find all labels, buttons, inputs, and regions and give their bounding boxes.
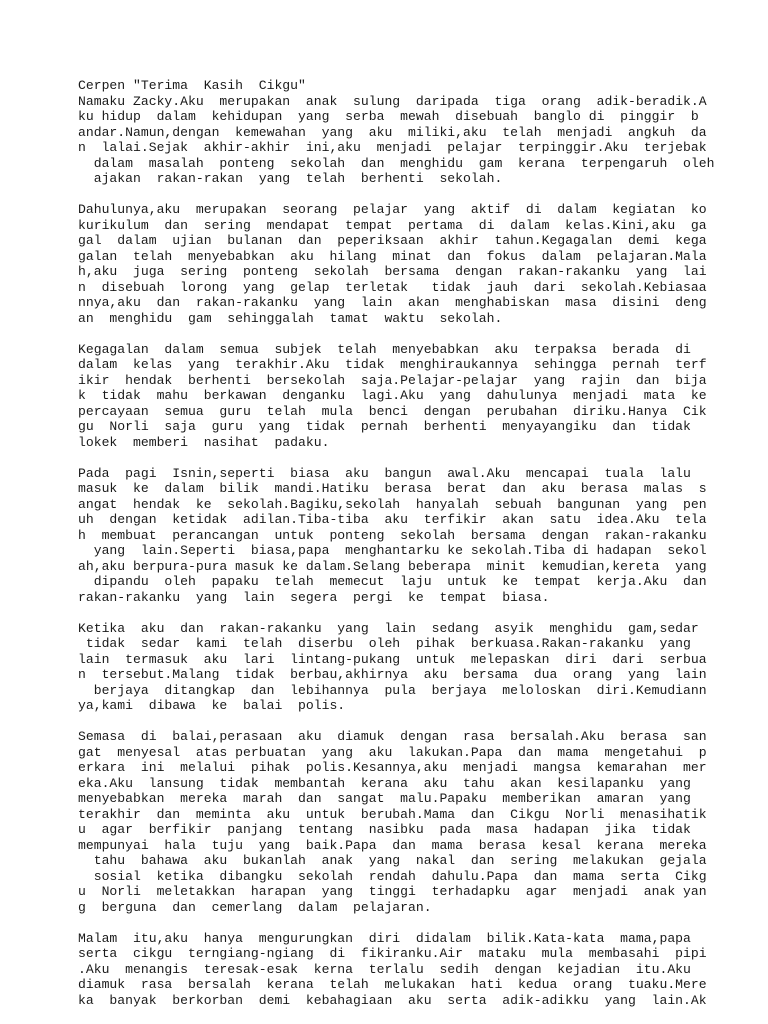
text-line: kurikulum dan sering mendapat tempat pertama di dalam kelas.Kini,aku ga: [78, 217, 707, 233]
text-line: n disebuah lorong yang gelap terletak tidak jauh dari sekolah.Kebiasaa: [78, 279, 707, 295]
text-line: Namaku Zacky.Aku merupakan anak sulung daripada tiga orang adik-beradik.A: [78, 93, 707, 109]
text-line: ya,kami dibawa ke balai polis.: [78, 698, 346, 713]
text-line: lain termasuk aku lari lintang-pukang untuk melepaskan diri dari serbua: [78, 651, 707, 667]
text-line: mempunyai hala tuju yang baik.Papa dan mama berasa kesal kerana mereka: [78, 837, 707, 853]
text-line: an menghidu gam sehinggalah tamat waktu sekolah.: [78, 310, 503, 326]
text-line: ajakan rakan-rakan yang telah berhenti sekolah.: [78, 171, 503, 186]
text-line: Kegagalan dalam semua subjek telah menyebabkan aku terpaksa berada di: [78, 341, 691, 357]
text-line: h membuat perancangan untuk ponteng sekolah bersama dengan rakan-rakanku: [78, 527, 707, 543]
text-line: Ketika aku dan rakan-rakanku yang lain sedang asyik menghidu gam,sedar: [78, 620, 699, 636]
text-line: ku hidup dalam kehidupan yang serba mewah disebuah banglo di pinggir b: [78, 109, 699, 124]
text-line: Dahulunya,aku merupakan seorang pelajar yang aktif di dalam kegiatan ko: [78, 202, 707, 217]
text-line: Malam itu,aku hanya mengurungkan diri didalam bilik.Kata-kata mama,papa: [78, 930, 691, 946]
story-body: [78, 93, 715, 1009]
text-line: angat hendak ke sekolah.Bagiku,sekolah hanyalah sebuah bangunan yang pen: [78, 496, 707, 512]
text-line: eka.Aku lansung tidak membantah kerana aku tahu akan kesilapanku yang: [78, 775, 691, 791]
text-line: Pada pagi Isnin,seperti biasa aku bangun awal.Aku mencapai tuala lalu: [78, 465, 691, 481]
text-line: uh dengan ketidak adilan.Tiba-tiba aku terfikir akan satu idea.Aku tela: [78, 512, 707, 527]
text-line: lokek memberi nasihat padaku.: [78, 434, 330, 450]
text-line: g berguna dan cemerlang dalam pelajaran.: [78, 899, 432, 915]
text-line: yang lain.Seperti biasa,papa menghantarku ke sekolah.Tiba di hadapan sekol: [78, 543, 707, 558]
paragraph: [78, 465, 707, 606]
text-line: andar.Namun,dengan kemewahan yang aku miliki,aku telah menjadi angkuh da: [78, 124, 707, 140]
text-line: rakan-rakanku yang lain segera pergi ke tempat biasa.: [78, 589, 550, 605]
paragraph: [78, 729, 707, 915]
text-line: sosial ketika dibangku sekolah rendah dahulu.Papa dan mama serta Cikg: [78, 868, 707, 884]
text-line: ah,aku berpura-pura masuk ke dalam.Selang beberapa minit kemudian,kereta yang: [78, 558, 707, 574]
text-line: tahu bahawa aku bukanlah anak yang nakal dan sering melakukan gejala: [78, 853, 707, 868]
text-line: erkara ini melalui pihak polis.Kesannya,aku menjadi mangsa kemarahan mer: [78, 760, 707, 775]
text-line: u Norli meletakkan harapan yang tinggi terhadapku agar menjadi anak yan: [78, 884, 707, 899]
text-line: k tidak mahu berkawan denganku lagi.Aku yang dahulunya menjadi mata ke: [78, 388, 707, 403]
text-line: serta cikgu terngiang-ngiang di fikiranku.Air mataku mula membasahi pipi: [78, 946, 707, 961]
paragraph: [78, 930, 707, 1009]
text-line: Semasa di balai,perasaan aku diamuk dengan rasa bersalah.Aku berasa san: [78, 729, 707, 744]
text-line: menyebabkan mereka marah dan sangat malu.Papaku memberikan amaran yang: [78, 791, 691, 806]
text-line: ikir hendak berhenti bersekolah saja.Pelajar-pelajar yang rajin dan bija: [78, 372, 707, 388]
text-line: ka banyak berkorban demi kebahagiaan aku serta adik-adikku yang lain.Ak: [78, 992, 707, 1008]
paragraph: [78, 93, 715, 187]
text-line: terakhir dan meminta aku untuk berubah.Mama dan Cikgu Norli menasihatik: [78, 806, 707, 822]
text-line: u agar berfikir panjang tentang nasibku pada masa hadapan jika tidak: [78, 822, 691, 837]
text-line: dalam kelas yang terakhir.Aku tidak menghiraukannya sehingga pernah terf: [78, 357, 707, 372]
text-line: diamuk rasa bersalah kerana telah melukakan hati kedua orang tuaku.Mere: [78, 977, 707, 992]
text-line: n tersebut.Malang tidak berbau,akhirnya aku bersama dua orang yang lain: [78, 667, 707, 682]
text-line: berjaya ditangkap dan lebihannya pula berjaya meloloskan diri.Kemudiann: [78, 682, 707, 698]
text-line: gu Norli saja guru yang tidak pernah berhenti menyayangiku dan tidak: [78, 419, 691, 434]
text-line: tidak sedar kami telah diserbu oleh pihak berkuasa.Rakan-rakanku yang: [78, 636, 691, 651]
text-line: gal dalam ujian bulanan dan peperiksaan akhir tahun.Kegagalan demi kega: [78, 233, 707, 248]
text-line: gat menyesal atas perbuatan yang aku lakukan.Papa dan mama mengetahui p: [78, 744, 707, 760]
text-line: n lalai.Sejak akhir-akhir ini,aku menjadi pelajar terpinggir.Aku terjebak: [78, 140, 707, 155]
text-line: h,aku juga sering ponteng sekolah bersama dengan rakan-rakanku yang lai: [78, 264, 707, 279]
text-line: masuk ke dalam bilik mandi.Hatiku berasa berat dan aku berasa malas s: [78, 481, 707, 496]
text-line: dalam masalah ponteng sekolah dan menghidu gam kerana terpengaruh oleh: [78, 155, 715, 171]
text-line: percayaan semua guru telah mula benci dengan perubahan diriku.Hanya Cik: [78, 403, 707, 419]
text-line: .Aku menangis teresak-esak kerna terlalu sedih dengan kejadian itu.Aku: [78, 961, 691, 977]
paragraph: [78, 341, 707, 451]
text-line: galan telah menyebabkan aku hilang minat dan fokus dalam pelajaran.Mala: [78, 248, 707, 264]
paragraph: [78, 620, 707, 714]
text-line: nnya,aku dan rakan-rakanku yang lain akan menghabiskan masa disini deng: [78, 295, 707, 310]
paragraph: [78, 202, 707, 326]
story-title: Cerpen "Terima Kasih Cikgu": [78, 78, 306, 93]
document-page: [78, 78, 715, 1024]
text-line: dipandu oleh papaku telah memecut laju untuk ke tempat kerja.Aku dan: [78, 574, 707, 589]
